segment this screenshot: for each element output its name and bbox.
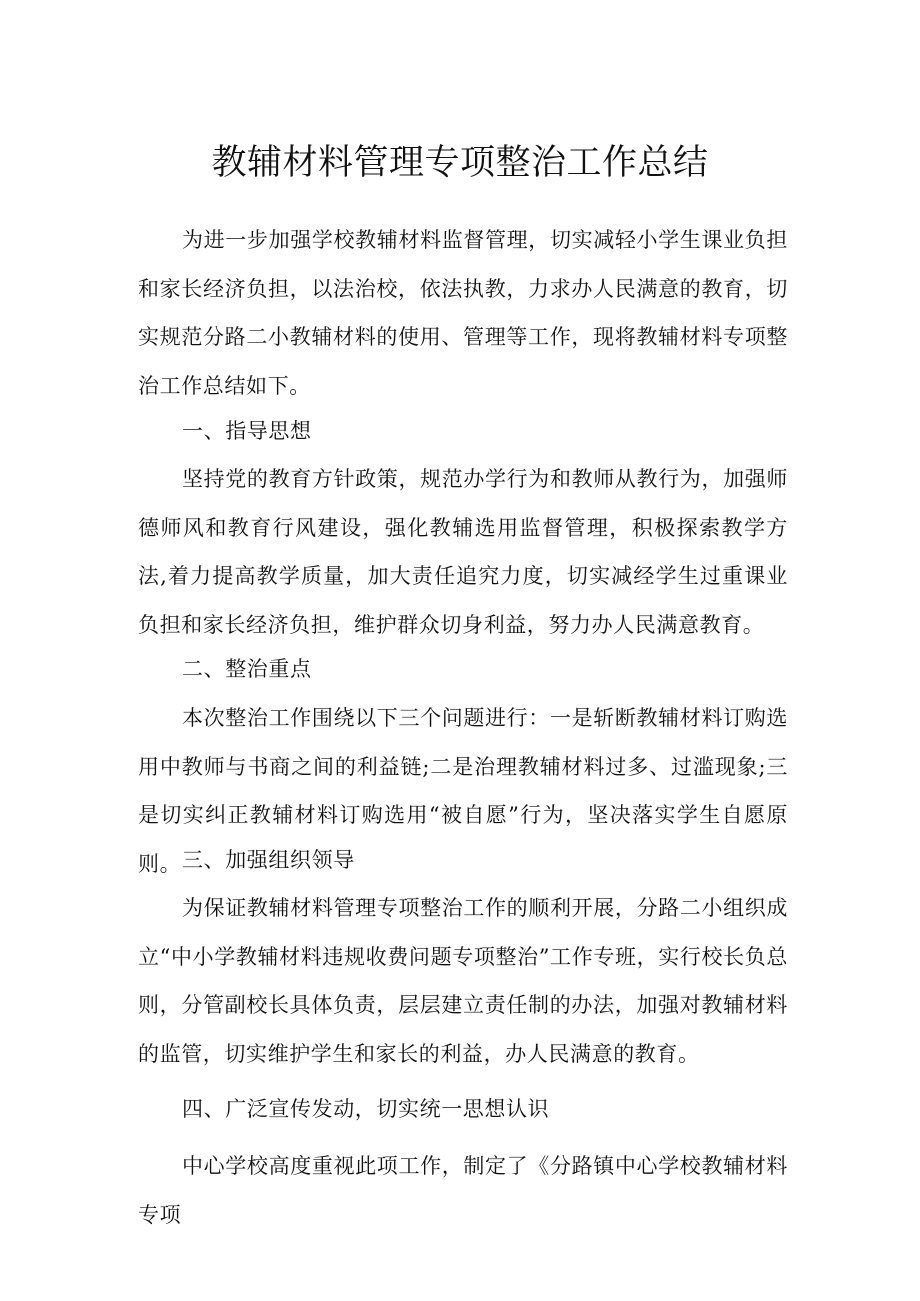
section-body-4: 中心学校高度重视此项工作，制定了《分路镇中心学校教辅材料专项 [138, 1154, 788, 1227]
section-body-3: 为保证教辅材料管理专项整治工作的顺利开展，分路二小组织成立“中小学教辅材料违规收费问题专项整治”工作专班，实行校长负总则，分管副校长具体负责，层层建立责任制的办法，加强对教辅材料的监管，切实维护学生和家长的利益，办人民满意的教育。 [138, 896, 788, 1066]
document-title: 教辅材料管理专项整治工作总结 [211, 143, 709, 183]
intro-paragraph: 为进一步加强学校教辅材料监督管理，切实减轻小学生课业负担和家长经济负担，以法治校，依法执教，力求办人民满意的教育，切实规范分路二小教辅材料的使用、管理等工作，现将教辅材料专项整治工作总结如下。 [138, 228, 788, 398]
section-heading-1: 一、指导思想 [182, 419, 312, 443]
section-heading-3: 三、加强组织领导 [182, 848, 355, 872]
section-heading-4: 四、广泛宣传发动，切实统一思想认识 [182, 1097, 550, 1121]
section-body-1: 坚持党的教育方针政策，规范办学行为和教师从教行为，加强师德师风和教育行风建设，强化教辅选用监督管理，积极探索教学方法,着力提高教学质量，加大责任追究力度，切实减经学生过重课业负担和家长经济负担，维护群众切身利益，努力办人民满意教育。 [138, 467, 788, 637]
section-body-2: 本次整治工作围绕以下三个问题进行：一是斩断教辅材料订购选用中教师与书商之间的利益链;二是治理教辅材料过多、过滥现象;三是切实纠正教辅材料订购选用“被自愿”行为，坚决落实学生自愿原则。 [138, 706, 788, 876]
section-heading-2: 二、整治重点 [182, 657, 312, 681]
